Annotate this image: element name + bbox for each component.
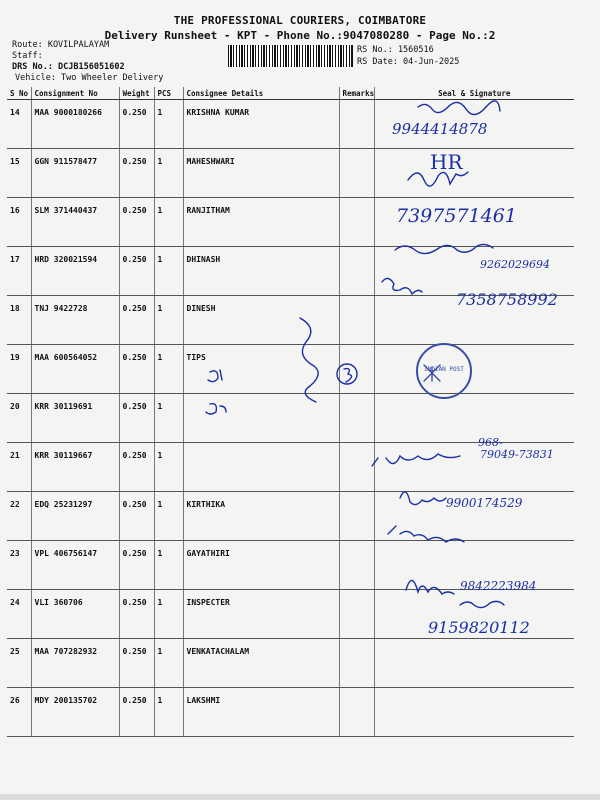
handwritten-phone: 968- [478, 436, 503, 449]
row-pcs: 1 [154, 296, 183, 345]
signature-26-stroke [460, 601, 504, 607]
row-consignment: MAA 707282932 [31, 639, 119, 688]
row-consignment: MAA 600564052 [31, 345, 119, 394]
row-consignee: LAKSHMI [183, 688, 339, 737]
signature-16-stroke [408, 172, 468, 186]
row-sno: 22 [7, 492, 31, 541]
col-sno: S No [7, 87, 31, 100]
row-weight: 0.250 [119, 345, 154, 394]
row-weight: 0.250 [119, 247, 154, 296]
staff-label: Staff: [12, 51, 43, 61]
row-pcs: 1 [154, 100, 183, 149]
row-pcs: 1 [154, 443, 183, 492]
row-sno: 14 [7, 100, 31, 149]
row-weight: 0.250 [119, 639, 154, 688]
row-consignment: KRR 30119691 [31, 394, 119, 443]
signature-19-stroke [382, 278, 422, 294]
row-sno: 20 [7, 394, 31, 443]
signature-25-stroke [406, 580, 454, 594]
handwritten-phone: 9944414878 [392, 120, 488, 138]
signature-22-stroke [372, 454, 460, 466]
row-weight: 0.250 [119, 198, 154, 247]
row-weight: 0.250 [119, 492, 154, 541]
row-consignee: DINESH [183, 296, 339, 345]
row-pcs: 1 [154, 247, 183, 296]
row-consignee: DHINASH [183, 247, 339, 296]
row-consignment: TNJ 9422728 [31, 296, 119, 345]
row-consignee: INSPECTER [183, 590, 339, 639]
col-remarks: Remarks [339, 87, 374, 100]
row-weight: 0.250 [119, 149, 154, 198]
handwritten-phone: 7397571461 [396, 205, 517, 227]
signature-18-stroke [395, 244, 493, 253]
row-consignee: MAHESHWARI [183, 149, 339, 198]
row-sno: 19 [7, 345, 31, 394]
route-label: Route: KOVILPALAYAM [12, 40, 110, 50]
row-consignment: MAA 9000180266 [31, 100, 119, 149]
row-consignee: GAYATHIRI [183, 541, 339, 590]
handwritten-phone: 7358758992 [456, 290, 558, 309]
row-weight: 0.250 [119, 590, 154, 639]
row-consignment: HRD 320021594 [31, 247, 119, 296]
rs-date: RS Date: 04-Jun-2025 [357, 57, 460, 67]
stamp-mark [424, 365, 440, 381]
row-consignment: SLM 371440437 [31, 198, 119, 247]
page-edge [0, 794, 600, 800]
handwritten-phone: 9159820112 [428, 618, 530, 637]
handwritten-signature: HR [430, 150, 463, 174]
row-consignment: EDQ 25231297 [31, 492, 119, 541]
row-consignment: GGN 911578477 [31, 149, 119, 198]
row-consignee: KRISHNA KUMAR [183, 100, 339, 149]
row-sno: 15 [7, 149, 31, 198]
col-weight: Weight [119, 87, 154, 100]
col-signature: Seal & Signature [374, 87, 574, 100]
row-pcs: 1 [154, 345, 183, 394]
row-consignment: KRR 30119667 [31, 443, 119, 492]
signature-24-stroke [388, 526, 464, 542]
col-consignment: Consignment No [31, 87, 119, 100]
row-weight: 0.250 [119, 100, 154, 149]
row-consignment: MDY 200135702 [31, 688, 119, 737]
row-sno: 17 [7, 247, 31, 296]
row-pcs: 1 [154, 590, 183, 639]
handwritten-phone: 79049-73831 [480, 448, 554, 461]
handwritten-phone: 9900174529 [446, 496, 523, 510]
drs-number: DRS No.: DCJB156051602 [12, 62, 125, 72]
rs-number: RS No.: 1560516 [357, 45, 434, 55]
row-consignee: KIRTHIKA [183, 492, 339, 541]
row-sno: 25 [7, 639, 31, 688]
row-consignee: VENKATACHALAM [183, 639, 339, 688]
row-sno: 26 [7, 688, 31, 737]
row-weight: 0.250 [119, 443, 154, 492]
handwritten-phone: 9842223984 [460, 579, 537, 593]
remark-three [344, 369, 352, 382]
signature-14-stroke [418, 101, 500, 115]
company-title: THE PROFESSIONAL COURIERS, COIMBATORE [173, 14, 427, 27]
row-pcs: 1 [154, 198, 183, 247]
handwritten-mark-20 [208, 370, 222, 382]
handwritten-phone: 9262029694 [480, 258, 550, 271]
row-sno: 24 [7, 590, 31, 639]
remark-bracket [300, 318, 318, 402]
signature-23-stroke [400, 492, 446, 505]
row-sno: 21 [7, 443, 31, 492]
row-pcs: 1 [154, 149, 183, 198]
row-weight: 0.250 [119, 296, 154, 345]
row-pcs: 1 [154, 394, 183, 443]
row-weight: 0.250 [119, 394, 154, 443]
row-consignment: VLI 360706 [31, 590, 119, 639]
row-weight: 0.250 [119, 541, 154, 590]
runsheet-subtitle: Delivery Runsheet - KPT - Phone No.:9047080280 - Page No.:2 [104, 29, 496, 42]
row-consignee: RANJITHAM [183, 198, 339, 247]
row-consignee: TIPS [183, 345, 339, 394]
row-sno: 16 [7, 198, 31, 247]
vehicle-label: Vehicle: Two Wheeler Delivery [15, 73, 164, 83]
col-pcs: PCS [154, 87, 183, 100]
col-consignee: Consignee Details [183, 87, 339, 100]
handwritten-mark-21 [206, 404, 226, 414]
row-weight: 0.250 [119, 688, 154, 737]
row-pcs: 1 [154, 492, 183, 541]
post-stamp: INDIAN POST [416, 343, 472, 399]
row-pcs: 1 [154, 541, 183, 590]
row-pcs: 1 [154, 639, 183, 688]
row-consignment: VPL 406756147 [31, 541, 119, 590]
row-pcs: 1 [154, 688, 183, 737]
row-sno: 18 [7, 296, 31, 345]
row-sno: 23 [7, 541, 31, 590]
